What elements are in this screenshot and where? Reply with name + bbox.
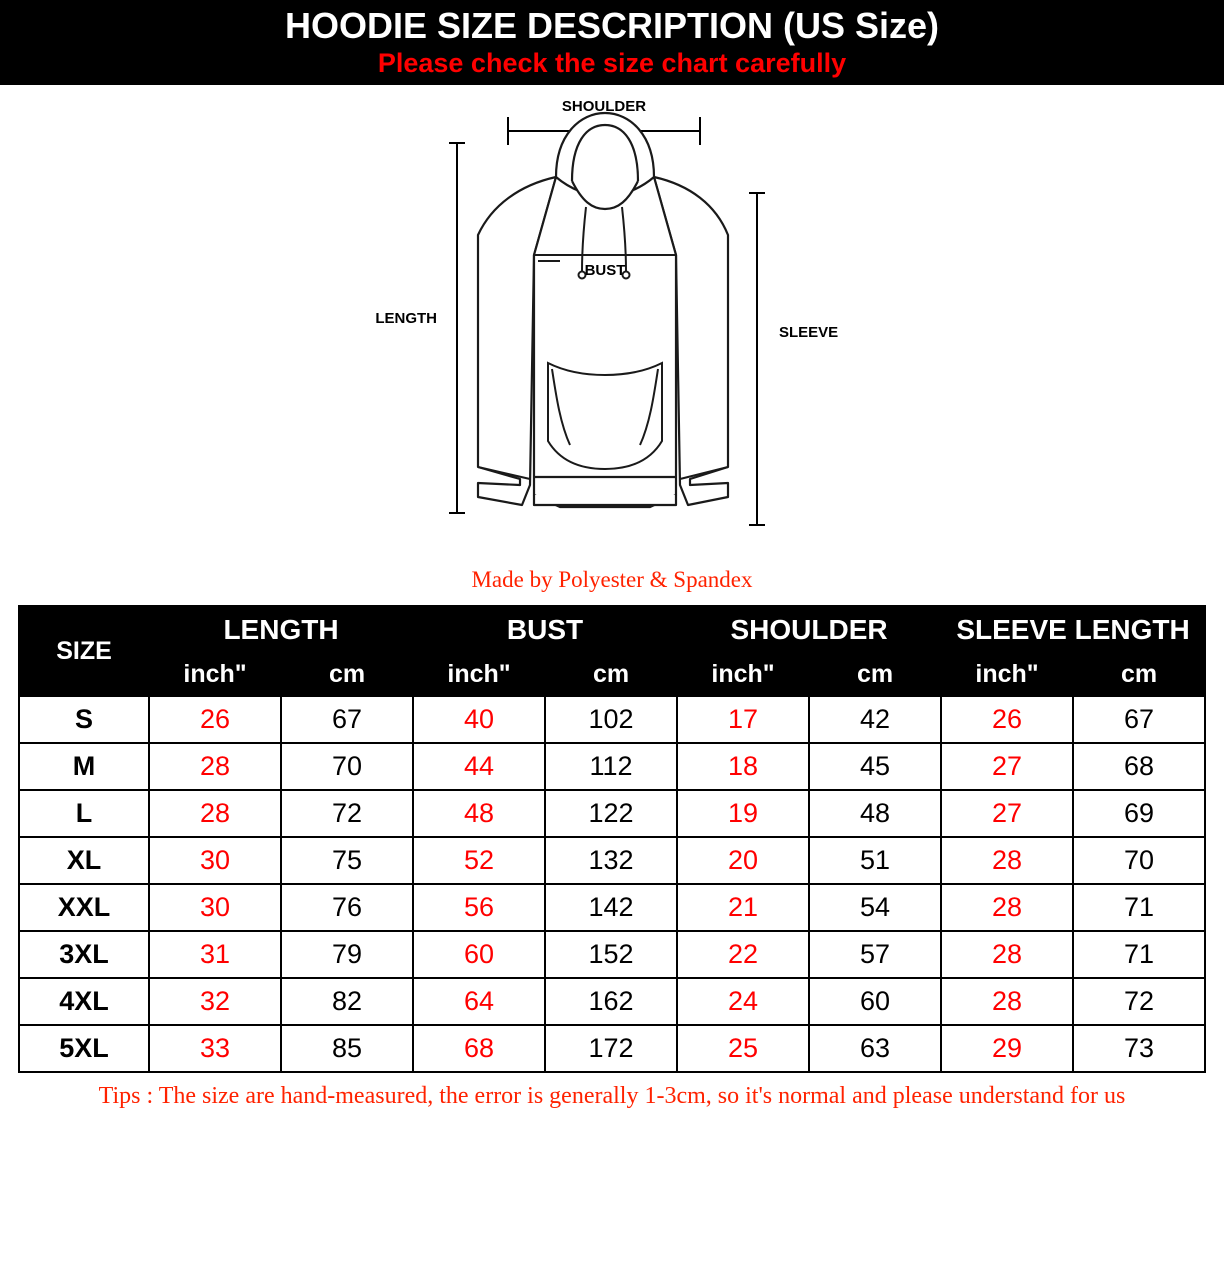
cell-shoulder-inch: 19 <box>677 790 809 837</box>
cell-sleeve-inch: 27 <box>941 790 1073 837</box>
header-size: SIZE <box>19 606 149 696</box>
cell-shoulder-inch: 18 <box>677 743 809 790</box>
table-row <box>19 884 1205 931</box>
cell-length-cm: 75 <box>281 837 413 884</box>
table-row <box>19 743 1205 790</box>
cell-length-inch: 26 <box>149 696 281 743</box>
shoulder-label: SHOULDER <box>561 97 647 115</box>
header-unit-shoulder-inch: inch" <box>677 653 809 696</box>
cell-sleeve-inch: 28 <box>941 931 1073 978</box>
cell-bust-inch: 40 <box>413 696 545 743</box>
cell-sleeve-cm: 71 <box>1073 931 1205 978</box>
size-chart-container <box>0 605 1224 1073</box>
cell-bust-cm: 152 <box>545 931 677 978</box>
row-size: 4XL <box>19 978 149 1025</box>
cell-sleeve-inch: 27 <box>941 743 1073 790</box>
cell-bust-inch: 64 <box>413 978 545 1025</box>
cell-bust-inch: 52 <box>413 837 545 884</box>
cell-shoulder-cm: 45 <box>809 743 941 790</box>
table-row <box>19 790 1205 837</box>
header-unit-bust-inch: inch" <box>413 653 545 696</box>
row-size: XL <box>19 837 149 884</box>
cell-length-cm: 79 <box>281 931 413 978</box>
row-size: 3XL <box>19 931 149 978</box>
row-size: XXL <box>19 884 149 931</box>
cell-sleeve-inch: 28 <box>941 837 1073 884</box>
cell-bust-inch: 48 <box>413 790 545 837</box>
cell-bust-inch: 56 <box>413 884 545 931</box>
table-row <box>19 931 1205 978</box>
cell-sleeve-cm: 72 <box>1073 978 1205 1025</box>
cell-length-cm: 70 <box>281 743 413 790</box>
cell-length-inch: 30 <box>149 884 281 931</box>
cell-shoulder-cm: 51 <box>809 837 941 884</box>
header-unit-sleeve-cm: cm <box>1073 653 1205 696</box>
header-unit-sleeve-inch: inch" <box>941 653 1073 696</box>
cell-shoulder-inch: 22 <box>677 931 809 978</box>
cell-bust-inch: 60 <box>413 931 545 978</box>
cell-shoulder-cm: 48 <box>809 790 941 837</box>
cell-shoulder-cm: 57 <box>809 931 941 978</box>
cell-sleeve-inch: 28 <box>941 978 1073 1025</box>
cell-sleeve-cm: 70 <box>1073 837 1205 884</box>
page-subtitle: Please check the size chart carefully <box>377 48 847 79</box>
hoodie-outline <box>478 113 728 507</box>
table-header-groups <box>19 606 1205 653</box>
table-row <box>19 837 1205 884</box>
cell-length-inch: 31 <box>149 931 281 978</box>
cell-shoulder-inch: 24 <box>677 978 809 1025</box>
table-row <box>19 1025 1205 1072</box>
header-group-shoulder: SHOULDER <box>677 606 941 653</box>
cell-length-inch: 28 <box>149 790 281 837</box>
header-unit-length-inch: inch" <box>149 653 281 696</box>
cell-shoulder-inch: 21 <box>677 884 809 931</box>
header-group-bust: BUST <box>413 606 677 653</box>
row-size: L <box>19 790 149 837</box>
material-note: Made by Polyester & Spandex <box>471 566 753 592</box>
bust-label: BUST <box>584 261 626 279</box>
cell-length-cm: 76 <box>281 884 413 931</box>
cell-sleeve-inch: 28 <box>941 884 1073 931</box>
cell-sleeve-cm: 73 <box>1073 1025 1205 1072</box>
header-group-length: LENGTH <box>149 606 413 653</box>
cell-shoulder-cm: 63 <box>809 1025 941 1072</box>
cell-shoulder-inch: 20 <box>677 837 809 884</box>
cell-sleeve-cm: 69 <box>1073 790 1205 837</box>
cell-length-inch: 28 <box>149 743 281 790</box>
cell-bust-cm: 142 <box>545 884 677 931</box>
cell-bust-cm: 122 <box>545 790 677 837</box>
length-measure-line <box>449 143 465 513</box>
cell-bust-inch: 44 <box>413 743 545 790</box>
tips-note: Tips : The size are hand-measured, the error is generally 1-3cm, so it's normal and please understand for us <box>98 1083 1126 1110</box>
table-row <box>19 978 1205 1025</box>
length-label: LENGTH <box>375 309 437 327</box>
cell-length-cm: 72 <box>281 790 413 837</box>
header-group-sleeve-length: SLEEVE LENGTH <box>941 606 1205 653</box>
header-unit-bust-cm: cm <box>545 653 677 696</box>
cell-sleeve-cm: 71 <box>1073 884 1205 931</box>
cell-length-cm: 85 <box>281 1025 413 1072</box>
cell-length-inch: 30 <box>149 837 281 884</box>
cell-shoulder-cm: 60 <box>809 978 941 1025</box>
cell-length-cm: 67 <box>281 696 413 743</box>
sleeve-label: SLEEVE <box>779 323 839 341</box>
cell-sleeve-inch: 26 <box>941 696 1073 743</box>
table-row <box>19 696 1205 743</box>
cell-sleeve-inch: 29 <box>941 1025 1073 1072</box>
cell-bust-cm: 172 <box>545 1025 677 1072</box>
header-banner <box>0 0 1224 85</box>
header-unit-shoulder-cm: cm <box>809 653 941 696</box>
cell-shoulder-inch: 17 <box>677 696 809 743</box>
row-size: M <box>19 743 149 790</box>
cell-bust-cm: 132 <box>545 837 677 884</box>
page-title: HOODIE SIZE DESCRIPTION (US Size) <box>284 5 940 46</box>
cell-bust-cm: 112 <box>545 743 677 790</box>
header-unit-length-cm: cm <box>281 653 413 696</box>
table-header-units <box>19 653 1205 696</box>
cell-length-inch: 32 <box>149 978 281 1025</box>
cell-length-inch: 33 <box>149 1025 281 1072</box>
cell-bust-inch: 68 <box>413 1025 545 1072</box>
cell-shoulder-inch: 25 <box>677 1025 809 1072</box>
cell-bust-cm: 162 <box>545 978 677 1025</box>
cell-bust-cm: 102 <box>545 696 677 743</box>
cell-sleeve-cm: 68 <box>1073 743 1205 790</box>
size-chart-table <box>18 605 1206 1073</box>
row-size: S <box>19 696 149 743</box>
hoodie-illustration-svg <box>0 85 1224 565</box>
hoodie-diagram <box>0 85 1224 565</box>
sleeve-measure-line <box>749 193 765 525</box>
cell-shoulder-cm: 54 <box>809 884 941 931</box>
cell-shoulder-cm: 42 <box>809 696 941 743</box>
cell-sleeve-cm: 67 <box>1073 696 1205 743</box>
row-size: 5XL <box>19 1025 149 1072</box>
cell-length-cm: 82 <box>281 978 413 1025</box>
